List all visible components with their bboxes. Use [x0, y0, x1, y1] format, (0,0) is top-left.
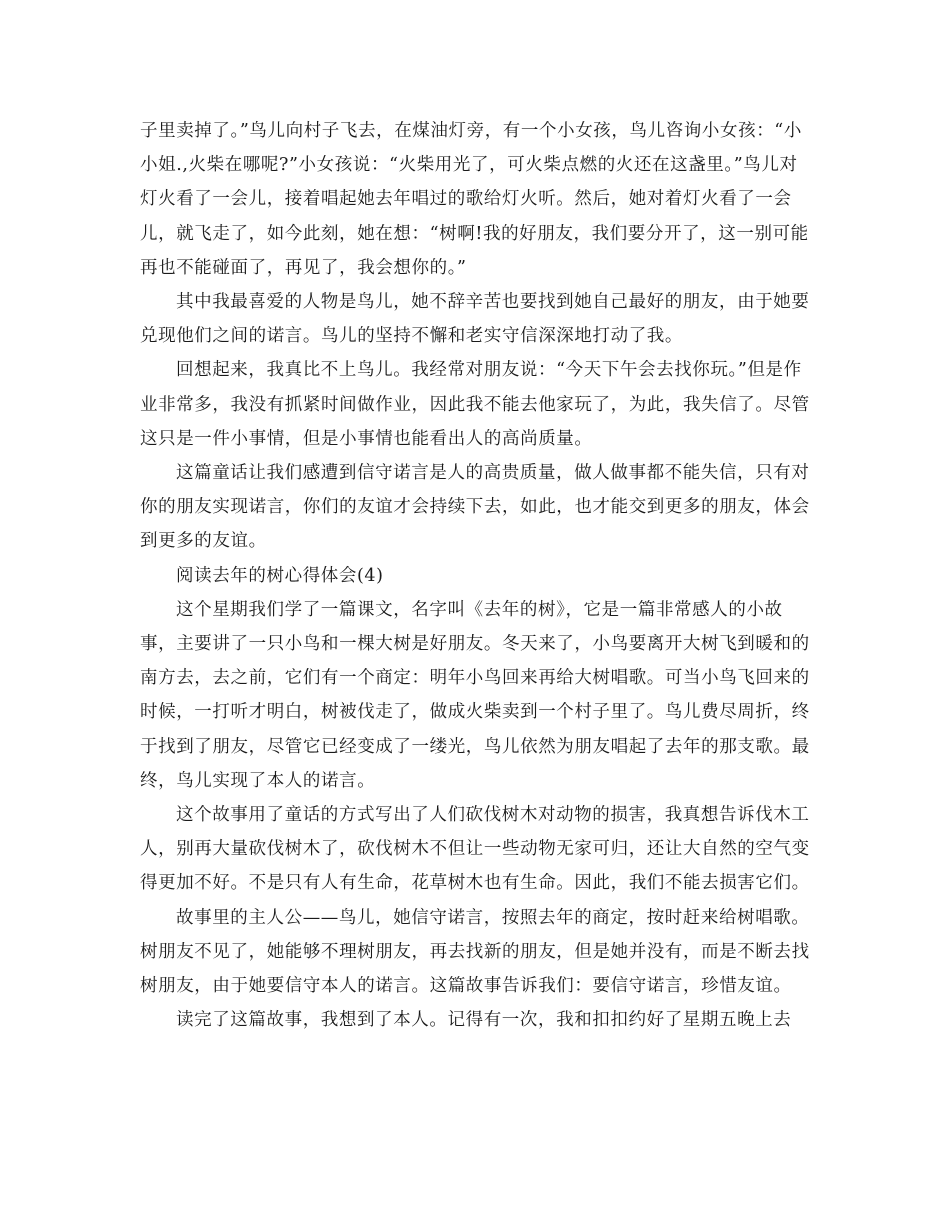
paragraph: 故事里的主人公——鸟儿，她信守诺言，按照去年的商定，按时赶来给树唱歌。树朋友不见了，她能够不理树朋友，再去找新的朋友，但是她并没有，而是不断去找树朋友，由于她要信守本人的诺言。这篇故事告诉我们：要信守诺言，珍惜友谊。	[140, 907, 810, 997]
paragraph: 这个星期我们学了一篇课文，名字叫《去年的树》，它是一篇非常感人的小故事，主要讲了一只小鸟和一棵大树是好朋友。冬天来了，小鸟要离开大树飞到暖和的南方去，去之前，它们有一个商定：明年小鸟回来再给大树唱歌。可当小鸟飞回来的时候，一打听才明白，树被伐走了，做成火柴卖到一个村子里了。鸟儿费尽周折，终于找到了朋友，尽管它已经变成了一缕光，鸟儿依然为朋友唱起了去年的那支歌。最终，鸟儿实现了本人的诺言。	[140, 599, 810, 791]
body-text	[140, 114, 810, 1037]
paragraph: 这篇童话让我们感遭到信守诺言是人的高贵质量，做人做事都不能失信，只有对你的朋友实现诺言，你们的友谊才会持续下去，如此，也才能交到更多的朋友，体会到更多的友谊。	[140, 463, 810, 552]
paragraph: 回想起来，我真比不上鸟儿。我经常对朋友说：“今天下午会去找你玩。”但是作业非常多，我没有抓紧时间做作业，因此我不能去他家玩了，为此，我失信了。尽管这只是一件小事情，但是小事情也能看出人的高尚质量。	[140, 360, 810, 449]
paragraph: 读完了这篇故事，我想到了本人。记得有一次，我和扣扣约好了星期五晚上去	[176, 1010, 792, 1031]
paragraph: 其中我最喜爱的人物是鸟儿，她不辞辛苦也要找到她自己最好的朋友，由于她要兑现他们之间的诺言。鸟儿的坚持不懈和老实守信深深地打动了我。	[140, 292, 810, 347]
section-heading: 阅读去年的树心得体会(4)	[176, 565, 384, 586]
paragraph-continued: 子里卖掉了。”鸟儿向村子飞去，在煤油灯旁，有一个小女孩，鸟儿咨询小女孩：“小小姐.,火柴在哪呢?”小女孩说：“火柴用光了，可火柴点燃的火还在这盏里。”鸟儿对灯火看了一会儿，接着唱起她去年唱过的歌给灯火听。然后，她对着灯火看了一会儿，就飞走了，如今此刻，她在想：“树啊!我的好朋友，我们要分开了，这一别可能再也不能碰面了，再见了，我会想你的。”	[140, 121, 809, 278]
paragraph: 这个故事用了童话的方式写出了人们砍伐树木对动物的损害，我真想告诉伐木工人，别再大量砍伐树木了，砍伐树木不但让一些动物无家可归，还让大自然的空气变得更加不好。不是只有人有生命，花草树木也有生命。因此，我们不能去损害它们。	[140, 805, 810, 894]
